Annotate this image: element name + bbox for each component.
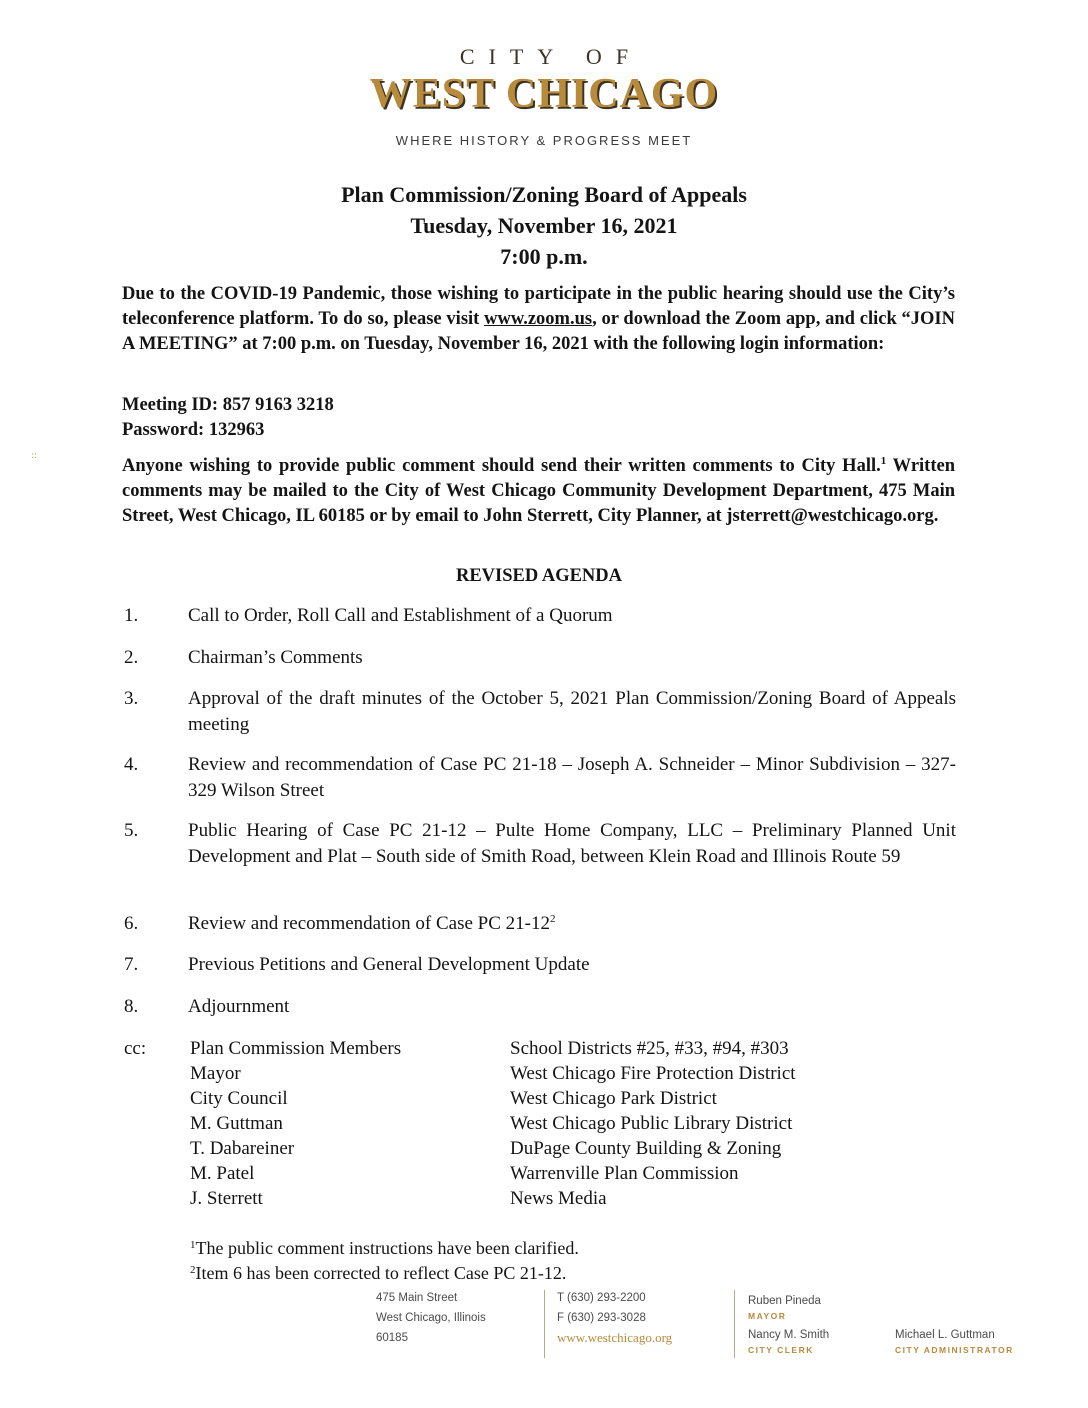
footer-address [376, 1288, 486, 1348]
agenda-item-text: Review and recommendation of Case PC 21-12 [188, 913, 550, 934]
agenda-item-number: 8. [124, 996, 139, 1017]
agenda-item-text: Review and recommendation of Case PC 21-18 – Joseph A. Schneider – Minor Subdivision – 327-329 Wilson Street [188, 754, 956, 801]
meeting-password: Password: 132963 [122, 420, 265, 440]
footer-address-line: 60185 [376, 1332, 408, 1344]
footer-clerk [748, 1325, 829, 1355]
footer-address-line: 475 Main Street [376, 1292, 458, 1304]
footer-phone: T (630) 293-2200 [557, 1292, 646, 1304]
letterhead-logo-name: WEST CHICAGO [369, 71, 719, 117]
cc-recipient: Mayor [190, 1063, 241, 1084]
cc-recipient: West Chicago Fire Protection District [510, 1063, 796, 1084]
letterhead-city-of: CITY OF [459, 44, 643, 69]
cc-recipient: M. Patel [190, 1163, 255, 1184]
footer-divider [544, 1290, 545, 1358]
agenda-item-number: 1. [124, 605, 139, 626]
intro-paragraph [122, 282, 955, 357]
agenda-item-number: 7. [124, 954, 139, 975]
footnote-text: The public comment instructions have been clarified. [195, 1238, 579, 1258]
cc-recipient: West Chicago Public Library District [510, 1113, 793, 1134]
cc-list-left [190, 1036, 401, 1211]
cc-recipient: City Council [190, 1088, 288, 1109]
mayor-name: Ruben Pineda [748, 1295, 821, 1307]
footer-fax: F (630) 293-3028 [557, 1312, 646, 1324]
cc-recipient: West Chicago Park District [510, 1088, 717, 1109]
footer-website[interactable]: www.westchicago.org [557, 1330, 673, 1345]
meeting-date: Tuesday, November 16, 2021 [410, 213, 678, 238]
agenda-item-text: Approval of the draft minutes of the October 5, 2021 Plan Commission/Zoning Board of Appeals meeting [188, 688, 956, 735]
comment-text-1: Anyone wishing to provide public comment should send their written comments to City Hall. [122, 456, 881, 476]
cc-recipient: T. Dabareiner [190, 1138, 295, 1159]
cc-label: cc: [124, 1038, 147, 1059]
clerk-role: CITY CLERK [748, 1345, 814, 1355]
cc-recipient: News Media [510, 1188, 607, 1209]
footer-administrator [895, 1325, 1014, 1355]
mayor-role: MAYOR [748, 1311, 787, 1321]
footnote-ref-1: 1 [880, 455, 887, 467]
footnote-mark: 2 [190, 1264, 196, 1276]
cc-recipient: Plan Commission Members [190, 1038, 402, 1059]
footer-address-line: West Chicago, Illinois [376, 1312, 486, 1324]
footnote-1 [190, 1237, 579, 1260]
agenda-item-text-wrap [188, 911, 956, 937]
cc-recipient: School Districts #25, #33, #94, #303 [510, 1038, 789, 1059]
agenda-item-number: 4. [124, 754, 139, 775]
cc-recipient: DuPage County Building & Zoning [510, 1138, 782, 1159]
agenda-item-text: Public Hearing of Case PC 21-12 – Pulte Home Company, LLC – Preliminary Planned Unit Development and Plat – South side of Smith Road, between Klein Road and Illinois Route 59 [188, 820, 956, 867]
agenda-item-number: 2. [124, 647, 139, 668]
administrator-name: Michael L. Guttman [895, 1329, 995, 1341]
intro-text-1: Due to the COVID-19 Pandemic, those wishing to participate in the public hearing should use the City’s teleconference platform. To do so, please visit [122, 284, 955, 329]
agenda-item-number: 3. [124, 688, 139, 709]
cc-list-right [510, 1036, 796, 1211]
cc-recipient: J. Sterrett [190, 1188, 263, 1209]
footnote-2 [190, 1262, 566, 1285]
agenda-item-text: Adjournment [188, 996, 290, 1017]
comment-text-2: Written comments may be mailed to the City of West Chicago Community Development Department, 475 Main Street, West Chicago, IL 60185 or by email to John Sterrett, City Planner, at jsterrett@westchicago.org. [122, 456, 955, 526]
footer-divider [734, 1290, 735, 1358]
footnote-ref-2: 2 [549, 913, 556, 925]
agenda-item-number: 5. [124, 820, 139, 841]
meeting-title: Plan Commission/Zoning Board of Appeals [341, 182, 747, 207]
footer-mayor [748, 1291, 821, 1321]
agenda-item-number: 6. [124, 913, 139, 934]
footnote-text: Item 6 has been corrected to reflect Case PC 21-12. [195, 1263, 567, 1283]
public-comment-paragraph [122, 454, 955, 529]
meeting-id: Meeting ID: 857 9163 3218 [122, 395, 334, 415]
agenda-heading: REVISED AGENDA [455, 566, 623, 586]
agenda-item-text: Call to Order, Roll Call and Establishment of a Quorum [188, 605, 613, 626]
administrator-role: CITY ADMINISTRATOR [895, 1345, 1014, 1355]
intro-text-2: , or download the Zoom app, and click “JOIN A MEETING” at 7:00 p.m. on Tuesday, November 16, 2021 with the following login information: [122, 309, 955, 354]
footnote-mark: 1 [190, 1239, 196, 1251]
clerk-name: Nancy M. Smith [748, 1329, 830, 1341]
scan-mark-icon: :: [31, 451, 38, 461]
meeting-time: 7:00 p.m. [500, 244, 588, 269]
footer-contact [557, 1288, 672, 1348]
zoom-link[interactable]: www.zoom.us [484, 309, 593, 329]
letterhead-tagline: WHERE HISTORY & PROGRESS MEET [395, 133, 693, 148]
agenda-item-text: Previous Petitions and General Development Update [188, 954, 590, 975]
cc-recipient: Warrenville Plan Commission [510, 1163, 739, 1184]
agenda-item-text: Chairman’s Comments [188, 647, 363, 668]
cc-recipient: M. Guttman [190, 1113, 283, 1134]
